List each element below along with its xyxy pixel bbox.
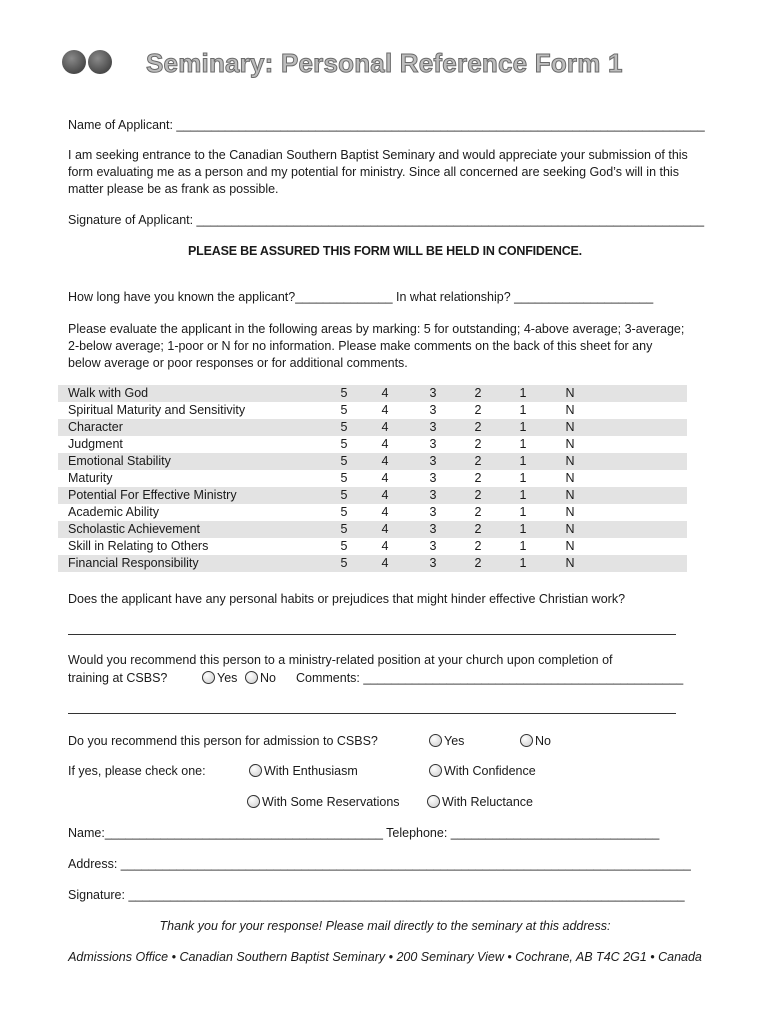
rating-row [58, 521, 687, 538]
rating-option[interactable]: 2 [474, 386, 482, 400]
rating-option[interactable]: N [565, 420, 575, 434]
rating-row [58, 487, 687, 504]
rating-row [58, 538, 687, 555]
reluctance-label: With Reluctance [442, 795, 534, 809]
rating-option[interactable]: 5 [340, 454, 348, 468]
radio-icon[interactable] [427, 795, 440, 808]
rating-option[interactable]: 4 [381, 454, 389, 468]
recommend-yes-option[interactable] [202, 671, 237, 685]
radio-icon[interactable] [245, 671, 258, 684]
rating-option[interactable]: 1 [519, 420, 527, 434]
recommend-comments-line[interactable] [68, 713, 676, 714]
rating-option[interactable]: 2 [474, 437, 482, 451]
signature-field[interactable]: Signature: ________________________________________________________________________________ [68, 888, 685, 902]
rating-option[interactable]: 3 [429, 471, 437, 485]
rating-row-label: Character [68, 420, 123, 434]
rating-option[interactable]: 2 [474, 522, 482, 536]
reservations-label: With Some Reservations [262, 795, 400, 809]
rating-row [58, 385, 687, 402]
rating-option[interactable]: 2 [474, 505, 482, 519]
known-duration-field[interactable]: How long have you known the applicant?______________ In what relationship? ____________________ [68, 290, 654, 304]
radio-icon[interactable] [249, 764, 262, 777]
recommend-no-label: No [260, 671, 276, 685]
rating-option[interactable]: 5 [340, 488, 348, 502]
rating-option[interactable]: 3 [429, 539, 437, 553]
rating-option[interactable]: 3 [429, 505, 437, 519]
rating-option[interactable]: 4 [381, 420, 389, 434]
rating-option[interactable]: 4 [381, 437, 389, 451]
radio-icon[interactable] [520, 734, 533, 747]
rating-row [58, 419, 687, 436]
rating-option[interactable]: 4 [381, 539, 389, 553]
rating-row-label: Skill in Relating to Others [68, 539, 209, 553]
confidentiality-notice: PLEASE BE ASSURED THIS FORM WILL BE HELD IN CONFIDENCE. [188, 244, 582, 258]
rating-option[interactable]: N [565, 386, 575, 400]
rating-option[interactable]: N [565, 454, 575, 468]
rating-row-label: Walk with God [68, 386, 149, 400]
admission-yes-label: Yes [444, 734, 465, 748]
rating-option[interactable]: 3 [429, 403, 437, 417]
rating-row-label: Academic Ability [68, 505, 160, 519]
rating-option[interactable]: 5 [340, 471, 348, 485]
rating-option[interactable]: N [565, 539, 575, 553]
rating-option[interactable]: 3 [429, 454, 437, 468]
rating-row [58, 402, 687, 419]
rating-option[interactable]: 1 [519, 539, 527, 553]
page-title: Seminary: Personal Reference Form 1 [146, 48, 623, 78]
rating-option[interactable]: 2 [474, 488, 482, 502]
radio-icon[interactable] [429, 734, 442, 747]
rating-option[interactable]: N [565, 556, 575, 570]
recommend-question: Would you recommend this person to a ministry-related position at your church upon completion of [68, 653, 613, 667]
recommend-no-option[interactable] [245, 671, 276, 685]
radio-icon[interactable] [202, 671, 215, 684]
rating-option[interactable]: 3 [429, 556, 437, 570]
rating-option[interactable]: 1 [519, 471, 527, 485]
rating-option[interactable]: 3 [429, 386, 437, 400]
rating-option[interactable]: N [565, 437, 575, 451]
rating-option[interactable]: 2 [474, 556, 482, 570]
rating-option[interactable]: N [565, 403, 575, 417]
rating-row [58, 436, 687, 453]
rating-option[interactable]: 3 [429, 437, 437, 451]
rating-option[interactable]: 5 [340, 403, 348, 417]
rating-option[interactable]: 1 [519, 454, 527, 468]
admission-yes-option[interactable] [429, 734, 464, 748]
rating-option[interactable]: 5 [340, 556, 348, 570]
rating-option[interactable]: 3 [429, 488, 437, 502]
recommend-question-line2: training at CSBS? [68, 671, 168, 685]
rating-option[interactable]: 4 [381, 471, 389, 485]
rating-option[interactable]: 2 [474, 403, 482, 417]
habits-answer-line[interactable] [68, 634, 676, 635]
applicant-name-field[interactable]: Name of Applicant: ____________________________________________________________________________ [68, 118, 705, 132]
rating-option[interactable]: 4 [381, 403, 389, 417]
intro-text: I am seeking entrance to the Canadian Southern Baptist Seminary and would appreciate your submission of this form evaluating me as a person and my potential for ministry. Since all concerned are seeking God’s will in this matter please be as frank as possible. [68, 148, 688, 196]
rating-option[interactable]: N [565, 471, 575, 485]
rating-option[interactable]: 1 [519, 522, 527, 536]
recommend-yes-label: Yes [217, 671, 238, 685]
radio-icon[interactable] [429, 764, 442, 777]
rating-row [58, 470, 687, 487]
circle-icon [88, 50, 112, 74]
rating-row-label: Emotional Stability [68, 454, 171, 468]
rating-row-label: Judgment [68, 437, 123, 451]
rating-option[interactable]: 4 [381, 505, 389, 519]
rating-option[interactable]: 1 [519, 556, 527, 570]
rating-option[interactable]: 4 [381, 522, 389, 536]
applicant-signature-field[interactable]: Signature of Applicant: _________________________________________________________________________ [68, 213, 705, 227]
rating-option[interactable]: 1 [519, 505, 527, 519]
name-telephone-field[interactable]: Name:________________________________________ Telephone: ______________________________ [68, 826, 660, 840]
rating-option[interactable]: 2 [474, 539, 482, 553]
radio-icon[interactable] [247, 795, 260, 808]
rating-row-label: Spiritual Maturity and Sensitivity [68, 403, 246, 417]
rating-row-label: Potential For Effective Ministry [68, 488, 237, 502]
rating-option[interactable]: 4 [381, 488, 389, 502]
rating-option[interactable]: 3 [429, 522, 437, 536]
check-one-label: If yes, please check one: [68, 764, 206, 778]
rating-option[interactable]: 1 [519, 488, 527, 502]
rating-option[interactable]: 5 [340, 505, 348, 519]
rating-option[interactable]: N [565, 488, 575, 502]
rating-option[interactable]: 1 [519, 386, 527, 400]
rating-row [58, 504, 687, 521]
rating-option[interactable]: 5 [340, 522, 348, 536]
rating-option[interactable]: 1 [519, 437, 527, 451]
enthusiasm-label: With Enthusiasm [264, 764, 358, 778]
rating-row [58, 555, 687, 572]
mailing-address: Admissions Office • Canadian Southern Baptist Seminary • 200 Seminary View • Cochrane, AB T4C 2G1 • Canada [68, 950, 702, 964]
admission-question: Do you recommend this person for admission to CSBS? [68, 734, 378, 748]
rating-row [58, 453, 687, 470]
reluctance-option[interactable] [427, 795, 533, 809]
thanks-text: Thank you for your response! Please mail directly to the seminary at this address: [159, 919, 611, 933]
admission-no-label: No [535, 734, 551, 748]
rating-option[interactable]: 5 [340, 420, 348, 434]
enthusiasm-option[interactable] [249, 764, 358, 778]
reservations-option[interactable] [247, 795, 400, 809]
recommend-comments-field[interactable]: Comments: ______________________________________________ [296, 671, 684, 685]
address-field[interactable]: Address: __________________________________________________________________________________ [68, 857, 691, 871]
circle-icon [62, 50, 86, 74]
habits-question: Does the applicant have any personal habits or prejudices that might hinder effective Christian work? [68, 592, 626, 606]
rating-option[interactable]: 5 [340, 386, 348, 400]
evaluation-instructions: Please evaluate the applicant in the following areas by marking: 5 for outstanding; 4-above average; 3-average; 2-below average; 1-poor or N for no information. Please make comments on the back of this sheet for any below average or poor responses or for additional comments. [68, 322, 685, 370]
rating-option[interactable]: N [565, 505, 575, 519]
rating-option[interactable]: 1 [519, 403, 527, 417]
header-dots-icon [62, 50, 114, 76]
rating-table [58, 385, 687, 572]
rating-option[interactable]: 3 [429, 420, 437, 434]
rating-row-label: Maturity [68, 471, 113, 485]
rating-option[interactable]: 5 [340, 437, 348, 451]
rating-option[interactable]: 5 [340, 539, 348, 553]
rating-option[interactable]: 2 [474, 471, 482, 485]
rating-row-label: Financial Responsibility [68, 556, 199, 570]
confidence-label: With Confidence [444, 764, 536, 778]
rating-option[interactable]: N [565, 522, 575, 536]
rating-option[interactable]: 2 [474, 420, 482, 434]
rating-row-label: Scholastic Achievement [68, 522, 201, 536]
confidence-option[interactable] [429, 764, 536, 778]
rating-option[interactable]: 2 [474, 454, 482, 468]
rating-option[interactable]: 4 [381, 556, 389, 570]
admission-no-option[interactable] [520, 734, 551, 748]
rating-option[interactable]: 4 [381, 386, 389, 400]
